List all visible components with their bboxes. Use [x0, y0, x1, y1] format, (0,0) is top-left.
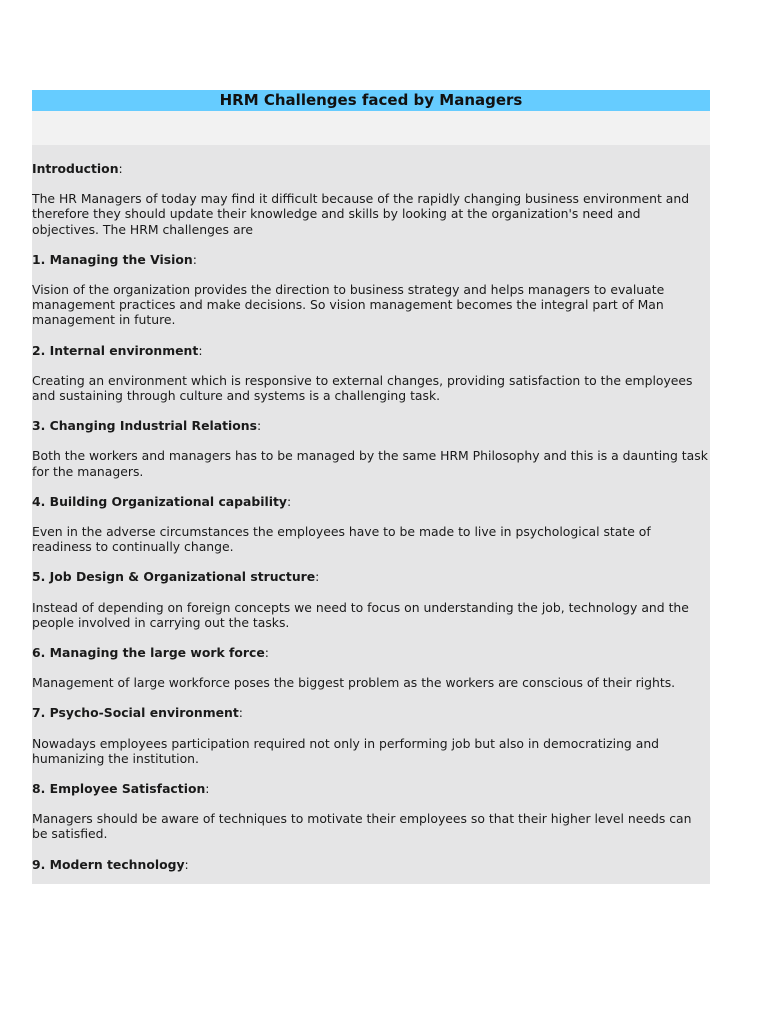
section-body: Managers should be aware of techniques to motivate their employees so that their higher level needs can be satisfied.: [32, 811, 692, 842]
section-heading-text: 6. Managing the large work force: [32, 645, 265, 661]
section-body: Both the workers and managers has to be managed by the same HRM Philosophy and this is a daunting task for the managers.: [32, 448, 708, 479]
section-body: Even in the adverse circumstances the employees have to be made to live in psychological state of readiness to continually change.: [32, 524, 651, 555]
section-job-design: [32, 569, 710, 630]
section-body: Vision of the organization provides the direction to business strategy and helps managers to evaluate management practices and make decisions. So vision management becomes the integral part of Man management in future.: [32, 282, 665, 328]
heading-colon: :: [287, 493, 292, 509]
section-heading: [32, 161, 710, 176]
section-heading-text: 5. Job Design & Organizational structure: [32, 569, 316, 585]
heading-colon: :: [264, 645, 269, 661]
section-heading: [32, 857, 710, 872]
section-heading: [32, 569, 710, 584]
section-heading-text: 8. Employee Satisfaction: [32, 781, 206, 797]
section-body: Instead of depending on foreign concepts we need to focus on understanding the job, technology and the people involved in carrying out the tasks.: [32, 599, 689, 630]
heading-colon: :: [238, 705, 243, 721]
heading-colon: :: [184, 856, 189, 872]
section-heading-text: 4. Building Organizational capability: [32, 493, 288, 509]
section-psycho-social: [32, 705, 710, 766]
section-heading: [32, 705, 710, 720]
document-title: HRM Challenges faced by Managers: [32, 90, 710, 111]
heading-colon: :: [192, 251, 197, 267]
section-modern-technology: [32, 857, 710, 872]
section-managing-vision: [32, 252, 710, 328]
document: [32, 90, 710, 884]
section-body: Nowadays employees participation required not only in performing job but also in democratizing and humanizing the institution.: [32, 735, 660, 766]
heading-colon: :: [198, 342, 203, 358]
heading-colon: :: [315, 569, 320, 585]
section-heading-text: 2. Internal environment: [32, 342, 199, 358]
section-employee-satisfaction: [32, 781, 710, 842]
section-heading-text: 9. Modern technology: [32, 856, 185, 872]
title-spacer: [32, 111, 710, 145]
section-heading: [32, 252, 710, 267]
section-heading: [32, 494, 710, 509]
section-body: Creating an environment which is responsive to external changes, providing satisfaction to the employees and sustaining through culture and systems is a challenging task.: [32, 372, 693, 404]
section-heading: [32, 645, 710, 660]
section-heading-text: 1. Managing the Vision: [32, 251, 193, 267]
section-large-work-force: [32, 645, 710, 690]
heading-colon: :: [118, 161, 123, 176]
section-organizational-capability: [32, 494, 710, 555]
section-heading: [32, 781, 710, 796]
section-heading: [32, 418, 710, 433]
section-introduction: [32, 161, 710, 237]
section-heading-text: Introduction: [32, 161, 119, 176]
section-heading-text: 3. Changing Industrial Relations: [32, 418, 257, 434]
heading-colon: :: [205, 781, 210, 797]
section-industrial-relations: [32, 418, 710, 479]
section-body: Management of large workforce poses the biggest problem as the workers are conscious of their rights.: [32, 675, 676, 691]
section-heading: [32, 343, 710, 358]
section-heading-text: 7. Psycho-Social environment: [32, 705, 239, 721]
section-internal-environment: [32, 343, 710, 404]
heading-colon: :: [257, 418, 262, 434]
section-body: The HR Managers of today may find it difficult because of the rapidly changing business environment and therefore they should update their knowledge and skills by looking at the organization's need and objectives. The HRM challenges are: [32, 191, 690, 237]
document-content: [32, 145, 710, 884]
